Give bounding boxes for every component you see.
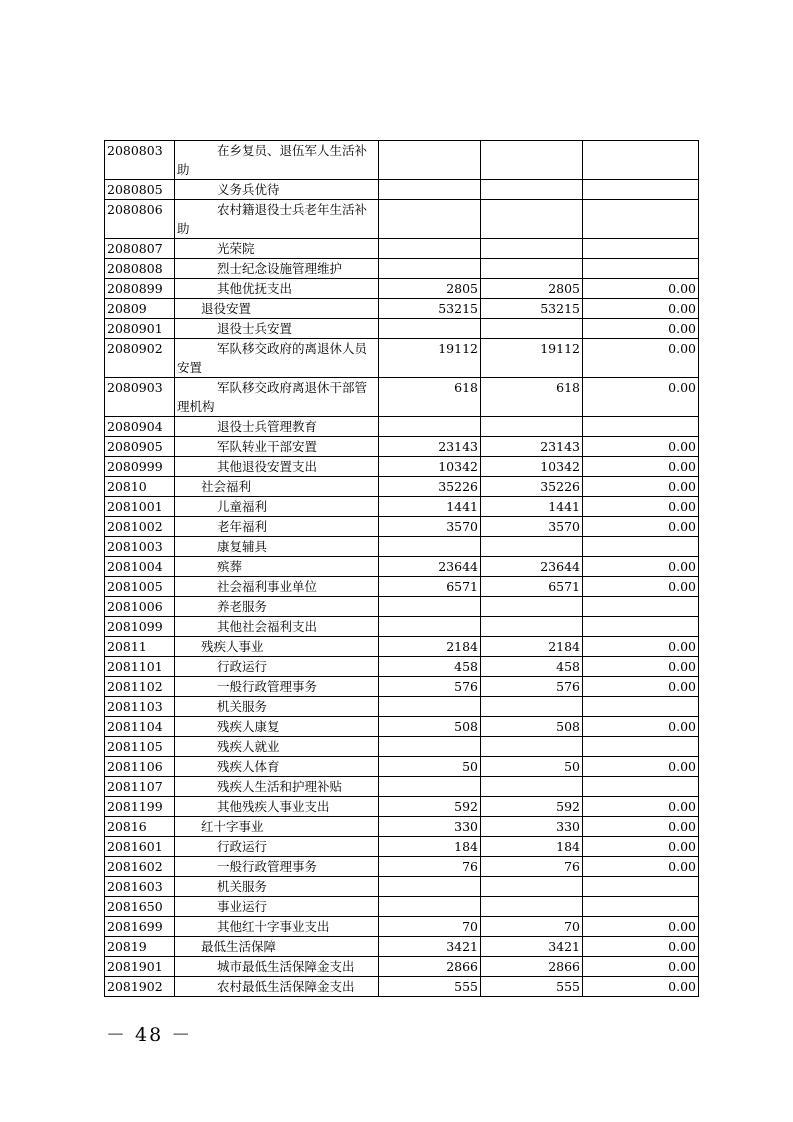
amount-cell-2: 10342 bbox=[481, 457, 583, 477]
account-code-cell: 2081101 bbox=[105, 657, 175, 677]
account-code-cell: 2081901 bbox=[105, 957, 175, 977]
table-row bbox=[105, 657, 699, 677]
amount-cell-1: 3421 bbox=[379, 937, 481, 957]
amount-cell-1 bbox=[379, 239, 481, 259]
page-number: － 48 － bbox=[106, 1024, 193, 1046]
account-name-cell: 军队移交政府的离退休人员安置 bbox=[175, 339, 379, 378]
account-name-cell: 农村最低生活保障金支出 bbox=[175, 977, 379, 997]
account-name-cell: 烈士纪念设施管理维护 bbox=[175, 259, 379, 279]
amount-cell-2 bbox=[481, 417, 583, 437]
table-row bbox=[105, 517, 699, 537]
amount-cell-1 bbox=[379, 141, 481, 180]
account-name-cell: 残疾人事业 bbox=[175, 637, 379, 657]
amount-cell-3: 0.00 bbox=[583, 457, 699, 477]
table-row bbox=[105, 537, 699, 557]
amount-cell-3 bbox=[583, 141, 699, 180]
amount-cell-3: 0.00 bbox=[583, 279, 699, 299]
table-row bbox=[105, 677, 699, 697]
amount-cell-2: 23143 bbox=[481, 437, 583, 457]
amount-cell-3: 0.00 bbox=[583, 917, 699, 937]
amount-cell-3 bbox=[583, 617, 699, 637]
account-code-cell: 2081006 bbox=[105, 597, 175, 617]
amount-cell-1: 23644 bbox=[379, 557, 481, 577]
account-code-cell: 2081104 bbox=[105, 717, 175, 737]
table-row bbox=[105, 977, 699, 997]
table-row bbox=[105, 457, 699, 477]
table-row bbox=[105, 777, 699, 797]
amount-cell-3: 0.00 bbox=[583, 577, 699, 597]
amount-cell-1: 53215 bbox=[379, 299, 481, 319]
account-code-cell: 2081601 bbox=[105, 837, 175, 857]
amount-cell-2 bbox=[481, 877, 583, 897]
account-code-cell: 2080905 bbox=[105, 437, 175, 457]
account-name-cell: 行政运行 bbox=[175, 657, 379, 677]
amount-cell-3: 0.00 bbox=[583, 757, 699, 777]
amount-cell-3: 0.00 bbox=[583, 477, 699, 497]
amount-cell-1 bbox=[379, 319, 481, 339]
account-name-cell: 残疾人体育 bbox=[175, 757, 379, 777]
amount-cell-3: 0.00 bbox=[583, 319, 699, 339]
account-code-cell: 2080903 bbox=[105, 378, 175, 417]
amount-cell-3 bbox=[583, 697, 699, 717]
amount-cell-3 bbox=[583, 200, 699, 239]
account-name-cell: 军队转业干部安置 bbox=[175, 437, 379, 457]
amount-cell-1: 35226 bbox=[379, 477, 481, 497]
account-name-cell: 一般行政管理事务 bbox=[175, 677, 379, 697]
account-name-cell: 儿童福利 bbox=[175, 497, 379, 517]
amount-cell-3: 0.00 bbox=[583, 637, 699, 657]
amount-cell-2: 576 bbox=[481, 677, 583, 697]
account-code-cell: 2081603 bbox=[105, 877, 175, 897]
table-row bbox=[105, 837, 699, 857]
account-code-cell: 2080901 bbox=[105, 319, 175, 339]
account-name-cell: 事业运行 bbox=[175, 897, 379, 917]
amount-cell-1 bbox=[379, 200, 481, 239]
account-name-cell: 社会福利事业单位 bbox=[175, 577, 379, 597]
table-row bbox=[105, 797, 699, 817]
amount-cell-1: 10342 bbox=[379, 457, 481, 477]
amount-cell-2: 592 bbox=[481, 797, 583, 817]
account-code-cell: 2081107 bbox=[105, 777, 175, 797]
budget-table-body bbox=[105, 141, 699, 997]
table-row bbox=[105, 180, 699, 200]
amount-cell-2 bbox=[481, 737, 583, 757]
amount-cell-2: 23644 bbox=[481, 557, 583, 577]
amount-cell-1: 618 bbox=[379, 378, 481, 417]
account-code-cell: 20810 bbox=[105, 477, 175, 497]
amount-cell-2: 3570 bbox=[481, 517, 583, 537]
account-name-cell: 退役安置 bbox=[175, 299, 379, 319]
amount-cell-3: 0.00 bbox=[583, 497, 699, 517]
account-code-cell: 2081650 bbox=[105, 897, 175, 917]
amount-cell-1: 2866 bbox=[379, 957, 481, 977]
amount-cell-1: 592 bbox=[379, 797, 481, 817]
table-row bbox=[105, 141, 699, 180]
table-row bbox=[105, 597, 699, 617]
amount-cell-2 bbox=[481, 697, 583, 717]
amount-cell-2: 2866 bbox=[481, 957, 583, 977]
table-row bbox=[105, 757, 699, 777]
amount-cell-2 bbox=[481, 537, 583, 557]
amount-cell-1: 6571 bbox=[379, 577, 481, 597]
account-name-cell: 光荣院 bbox=[175, 239, 379, 259]
account-name-cell: 机关服务 bbox=[175, 877, 379, 897]
account-name-cell: 残疾人康复 bbox=[175, 717, 379, 737]
account-code-cell: 2081004 bbox=[105, 557, 175, 577]
table-row bbox=[105, 437, 699, 457]
table-row bbox=[105, 917, 699, 937]
table-row bbox=[105, 817, 699, 837]
account-name-cell: 残疾人生活和护理补贴 bbox=[175, 777, 379, 797]
account-code-cell: 2080999 bbox=[105, 457, 175, 477]
amount-cell-3: 0.00 bbox=[583, 957, 699, 977]
account-code-cell: 2080806 bbox=[105, 200, 175, 239]
account-code-cell: 2081005 bbox=[105, 577, 175, 597]
account-name-cell: 红十字事业 bbox=[175, 817, 379, 837]
amount-cell-1: 555 bbox=[379, 977, 481, 997]
amount-cell-3 bbox=[583, 597, 699, 617]
account-name-cell: 养老服务 bbox=[175, 597, 379, 617]
account-name-cell: 一般行政管理事务 bbox=[175, 857, 379, 877]
amount-cell-2: 76 bbox=[481, 857, 583, 877]
amount-cell-3: 0.00 bbox=[583, 339, 699, 378]
table-row bbox=[105, 279, 699, 299]
amount-cell-2 bbox=[481, 180, 583, 200]
table-row bbox=[105, 857, 699, 877]
account-code-cell: 2081099 bbox=[105, 617, 175, 637]
amount-cell-2: 555 bbox=[481, 977, 583, 997]
table-row bbox=[105, 319, 699, 339]
table-row bbox=[105, 417, 699, 437]
amount-cell-1 bbox=[379, 777, 481, 797]
amount-cell-3 bbox=[583, 877, 699, 897]
amount-cell-2: 53215 bbox=[481, 299, 583, 319]
table-row bbox=[105, 378, 699, 417]
amount-cell-2: 618 bbox=[481, 378, 583, 417]
amount-cell-2: 458 bbox=[481, 657, 583, 677]
amount-cell-3: 0.00 bbox=[583, 378, 699, 417]
amount-cell-1 bbox=[379, 897, 481, 917]
account-code-cell: 2081102 bbox=[105, 677, 175, 697]
amount-cell-3 bbox=[583, 777, 699, 797]
account-name-cell: 康复辅具 bbox=[175, 537, 379, 557]
amount-cell-3 bbox=[583, 737, 699, 757]
table-row bbox=[105, 339, 699, 378]
table-row bbox=[105, 717, 699, 737]
amount-cell-2 bbox=[481, 200, 583, 239]
table-row bbox=[105, 259, 699, 279]
account-name-cell: 其他残疾人事业支出 bbox=[175, 797, 379, 817]
account-code-cell: 20809 bbox=[105, 299, 175, 319]
amount-cell-3: 0.00 bbox=[583, 837, 699, 857]
amount-cell-2 bbox=[481, 597, 583, 617]
account-code-cell: 2081003 bbox=[105, 537, 175, 557]
account-name-cell: 最低生活保障 bbox=[175, 937, 379, 957]
account-name-cell: 退役士兵安置 bbox=[175, 319, 379, 339]
amount-cell-1: 1441 bbox=[379, 497, 481, 517]
account-name-cell: 残疾人就业 bbox=[175, 737, 379, 757]
amount-cell-1: 23143 bbox=[379, 437, 481, 457]
amount-cell-2: 2184 bbox=[481, 637, 583, 657]
amount-cell-2 bbox=[481, 617, 583, 637]
amount-cell-1 bbox=[379, 259, 481, 279]
table-row bbox=[105, 737, 699, 757]
budget-table bbox=[104, 140, 699, 997]
amount-cell-2: 6571 bbox=[481, 577, 583, 597]
amount-cell-1 bbox=[379, 537, 481, 557]
amount-cell-3: 0.00 bbox=[583, 857, 699, 877]
amount-cell-3: 0.00 bbox=[583, 299, 699, 319]
account-code-cell: 2081602 bbox=[105, 857, 175, 877]
account-name-cell: 在乡复员、退伍军人生活补助 bbox=[175, 141, 379, 180]
account-name-cell: 义务兵优待 bbox=[175, 180, 379, 200]
amount-cell-3 bbox=[583, 537, 699, 557]
table-row bbox=[105, 937, 699, 957]
table-row bbox=[105, 557, 699, 577]
account-name-cell: 农村籍退役士兵老年生活补助 bbox=[175, 200, 379, 239]
account-name-cell: 其他退役安置支出 bbox=[175, 457, 379, 477]
amount-cell-1 bbox=[379, 877, 481, 897]
account-code-cell: 2080902 bbox=[105, 339, 175, 378]
table-row bbox=[105, 617, 699, 637]
table-row bbox=[105, 477, 699, 497]
amount-cell-2: 330 bbox=[481, 817, 583, 837]
amount-cell-3: 0.00 bbox=[583, 657, 699, 677]
amount-cell-3: 0.00 bbox=[583, 437, 699, 457]
account-code-cell: 2080807 bbox=[105, 239, 175, 259]
amount-cell-3 bbox=[583, 417, 699, 437]
account-code-cell: 2081103 bbox=[105, 697, 175, 717]
amount-cell-2 bbox=[481, 319, 583, 339]
amount-cell-1 bbox=[379, 597, 481, 617]
amount-cell-1: 50 bbox=[379, 757, 481, 777]
account-code-cell: 2081105 bbox=[105, 737, 175, 757]
amount-cell-1: 3570 bbox=[379, 517, 481, 537]
table-row bbox=[105, 577, 699, 597]
account-name-cell: 机关服务 bbox=[175, 697, 379, 717]
table-row bbox=[105, 697, 699, 717]
amount-cell-3: 0.00 bbox=[583, 977, 699, 997]
account-code-cell: 2081001 bbox=[105, 497, 175, 517]
amount-cell-2: 3421 bbox=[481, 937, 583, 957]
amount-cell-2: 184 bbox=[481, 837, 583, 857]
account-name-cell: 行政运行 bbox=[175, 837, 379, 857]
account-code-cell: 20811 bbox=[105, 637, 175, 657]
amount-cell-1: 508 bbox=[379, 717, 481, 737]
amount-cell-1 bbox=[379, 697, 481, 717]
amount-cell-3: 0.00 bbox=[583, 817, 699, 837]
account-code-cell: 2081106 bbox=[105, 757, 175, 777]
amount-cell-2: 2805 bbox=[481, 279, 583, 299]
amount-cell-3 bbox=[583, 239, 699, 259]
table-row bbox=[105, 200, 699, 239]
amount-cell-2: 50 bbox=[481, 757, 583, 777]
amount-cell-1 bbox=[379, 417, 481, 437]
account-name-cell: 军队移交政府离退休干部管理机构 bbox=[175, 378, 379, 417]
amount-cell-1 bbox=[379, 617, 481, 637]
table-row bbox=[105, 497, 699, 517]
amount-cell-3: 0.00 bbox=[583, 797, 699, 817]
amount-cell-2: 35226 bbox=[481, 477, 583, 497]
account-code-cell: 20819 bbox=[105, 937, 175, 957]
amount-cell-2 bbox=[481, 777, 583, 797]
amount-cell-1: 2805 bbox=[379, 279, 481, 299]
account-name-cell: 其他红十字事业支出 bbox=[175, 917, 379, 937]
amount-cell-2: 508 bbox=[481, 717, 583, 737]
amount-cell-3: 0.00 bbox=[583, 557, 699, 577]
table-row bbox=[105, 957, 699, 977]
amount-cell-2 bbox=[481, 141, 583, 180]
account-name-cell: 城市最低生活保障金支出 bbox=[175, 957, 379, 977]
amount-cell-1: 70 bbox=[379, 917, 481, 937]
account-code-cell: 2081002 bbox=[105, 517, 175, 537]
amount-cell-3: 0.00 bbox=[583, 717, 699, 737]
account-name-cell: 老年福利 bbox=[175, 517, 379, 537]
account-code-cell: 2080805 bbox=[105, 180, 175, 200]
account-name-cell: 退役士兵管理教育 bbox=[175, 417, 379, 437]
account-code-cell: 2080899 bbox=[105, 279, 175, 299]
account-code-cell: 2080904 bbox=[105, 417, 175, 437]
account-code-cell: 2081902 bbox=[105, 977, 175, 997]
amount-cell-2: 1441 bbox=[481, 497, 583, 517]
table-row bbox=[105, 239, 699, 259]
account-name-cell: 社会福利 bbox=[175, 477, 379, 497]
account-name-cell: 其他社会福利支出 bbox=[175, 617, 379, 637]
account-code-cell: 2080803 bbox=[105, 141, 175, 180]
amount-cell-3 bbox=[583, 259, 699, 279]
account-code-cell: 2081699 bbox=[105, 917, 175, 937]
table-row bbox=[105, 897, 699, 917]
amount-cell-1: 184 bbox=[379, 837, 481, 857]
amount-cell-1: 19112 bbox=[379, 339, 481, 378]
amount-cell-1: 76 bbox=[379, 857, 481, 877]
account-code-cell: 2081199 bbox=[105, 797, 175, 817]
amount-cell-1 bbox=[379, 737, 481, 757]
amount-cell-2 bbox=[481, 897, 583, 917]
account-code-cell: 2080808 bbox=[105, 259, 175, 279]
amount-cell-3 bbox=[583, 897, 699, 917]
amount-cell-3: 0.00 bbox=[583, 937, 699, 957]
account-code-cell: 20816 bbox=[105, 817, 175, 837]
amount-cell-3 bbox=[583, 180, 699, 200]
amount-cell-3: 0.00 bbox=[583, 517, 699, 537]
account-name-cell: 其他优抚支出 bbox=[175, 279, 379, 299]
amount-cell-1: 458 bbox=[379, 657, 481, 677]
amount-cell-1: 330 bbox=[379, 817, 481, 837]
amount-cell-1: 2184 bbox=[379, 637, 481, 657]
amount-cell-3: 0.00 bbox=[583, 677, 699, 697]
table-row bbox=[105, 877, 699, 897]
amount-cell-1 bbox=[379, 180, 481, 200]
account-name-cell: 殡葬 bbox=[175, 557, 379, 577]
table-row bbox=[105, 299, 699, 319]
amount-cell-2 bbox=[481, 239, 583, 259]
amount-cell-1: 576 bbox=[379, 677, 481, 697]
amount-cell-2: 70 bbox=[481, 917, 583, 937]
amount-cell-2: 19112 bbox=[481, 339, 583, 378]
table-row bbox=[105, 637, 699, 657]
amount-cell-2 bbox=[481, 259, 583, 279]
